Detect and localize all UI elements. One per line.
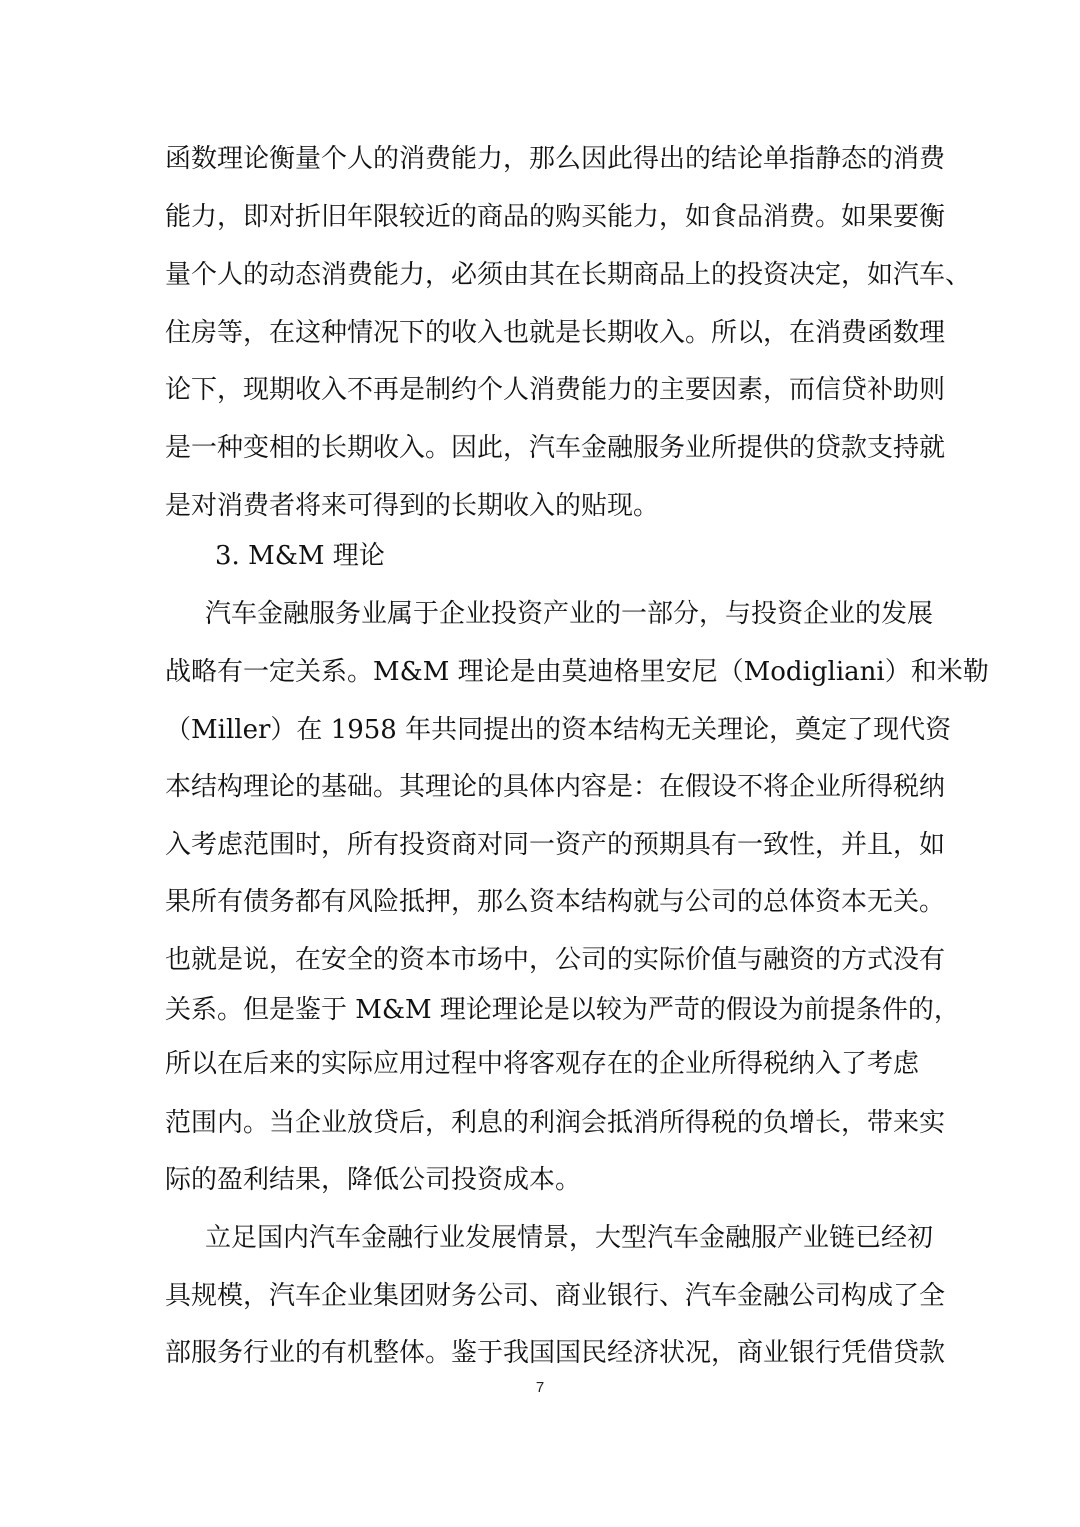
paragraph-line: 也就是说，在安全的资本市场中，公司的实际价值与融资的方式没有 <box>165 945 946 975</box>
paragraph-line: 范围内。当企业放贷后，利息的利润会抵消所得税的负增长，带来实 <box>165 1108 946 1138</box>
paragraph-line: 是对消费者将来可得到的长期收入的贴现。 <box>165 491 660 521</box>
paragraph-line: 果所有债务都有风险抵押，那么资本结构就与公司的总体资本无关。 <box>165 887 946 917</box>
paragraph-line: 际的盈利结果，降低公司投资成本。 <box>165 1165 582 1195</box>
paragraph-line: 住房等，在这种情况下的收入也就是长期收入。所以，在消费函数理 <box>165 318 946 348</box>
paragraph-line: 论下，现期收入不再是制约个人消费能力的主要因素，而信贷补助则 <box>165 375 946 405</box>
page-number: 7 <box>535 1379 545 1396</box>
paragraph-line: 部服务行业的有机整体。鉴于我国国民经济状况，商业银行凭借贷款 <box>165 1338 946 1368</box>
paragraph-line: 汽车金融服务业属于企业投资产业的一部分，与投资企业的发展 <box>205 599 934 629</box>
paragraph-line: 入考虑范围时，所有投资商对同一资产的预期具有一致性，并且，如 <box>165 830 946 860</box>
paragraph-line: 函数理论衡量个人的消费能力，那么因此得出的结论单指静态的消费 <box>165 144 946 174</box>
paragraph-line: 本结构理论的基础。其理论的具体内容是：在假设不将企业所得税纳 <box>165 772 946 802</box>
paragraph-line: 战略有一定关系。M&M 理论是由莫迪格里安尼（Modigliani）和米勒 <box>165 657 989 687</box>
paragraph-line: 具规模，汽车企业集团财务公司、商业银行、汽车金融公司构成了全 <box>165 1281 946 1311</box>
paragraph-line: 量个人的动态消费能力，必须由其在长期商品上的投资决定，如汽车、 <box>165 260 972 290</box>
paragraph-line: 关系。但是鉴于 M&M 理论理论是以较为严苛的假设为前提条件的， <box>165 995 960 1025</box>
paragraph-line: 立足国内汽车金融行业发展情景，大型汽车金融服产业链已经初 <box>205 1223 934 1253</box>
section-heading: 3. M&M 理论 <box>215 541 385 571</box>
paragraph-line: （Miller）在 1958 年共同提出的资本结构无关理论，奠定了现代资 <box>165 715 952 745</box>
paragraph-line: 能力，即对折旧年限较近的商品的购买能力，如食品消费。如果要衡 <box>165 202 946 232</box>
paragraph-line: 是一种变相的长期收入。因此，汽车金融服务业所提供的贷款支持就 <box>165 433 946 463</box>
paragraph-line: 所以在后来的实际应用过程中将客观存在的企业所得税纳入了考虑 <box>165 1049 920 1079</box>
